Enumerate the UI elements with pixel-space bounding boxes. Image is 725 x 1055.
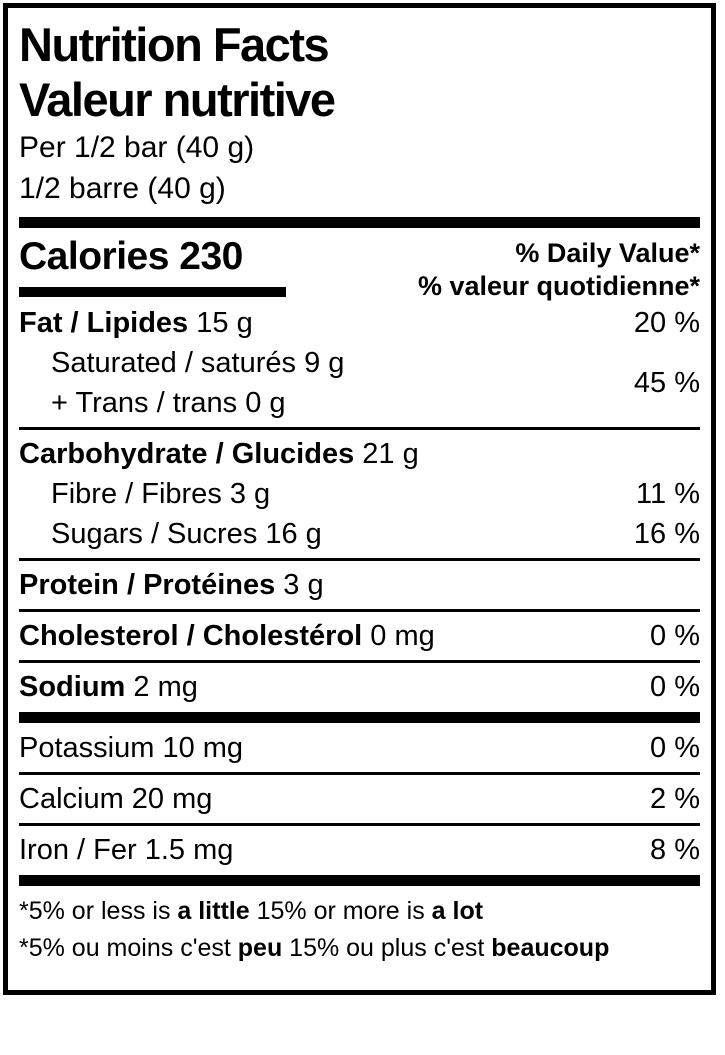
fibre-dv: 11 %	[636, 477, 700, 510]
divider-thick-bottom	[19, 875, 700, 886]
cholesterol-amount: 0 mg	[370, 619, 435, 652]
protein-label: Protein / Protéines	[19, 568, 276, 601]
fibre-label: Fibre / Fibres 3 g	[51, 477, 271, 510]
carbohydrate-name	[19, 438, 419, 471]
divider-thin-2	[19, 558, 700, 561]
title-en: Nutrition Facts	[19, 18, 329, 71]
footnote-fr-part1: *5% ou moins c'est	[19, 934, 238, 962]
saturated-trans-dv: 45 %	[633, 366, 700, 399]
title-fr: Valeur nutritive	[19, 73, 335, 126]
calories-label: Calories	[19, 235, 169, 278]
calories-title	[19, 235, 286, 279]
serving-size-en: Per 1/2 bar (40 g)	[19, 131, 255, 164]
carbohydrate-amount: 21 g	[362, 437, 419, 470]
iron-dv: 8 %	[650, 833, 700, 866]
divider-thin-1	[19, 427, 700, 430]
daily-value-header	[418, 235, 700, 303]
divider-thick-top	[19, 217, 700, 228]
sodium-amount: 2 mg	[133, 670, 198, 703]
fat-name	[19, 307, 253, 340]
nutrient-row-saturated-trans	[19, 343, 700, 423]
sugars-label: Sugars / Sucres 16 g	[51, 517, 322, 550]
calories-value: 230	[179, 235, 243, 278]
trans-label: + Trans / trans 0 g	[51, 386, 286, 419]
footnote-en-part1: *5% or less is	[19, 897, 178, 925]
divider-thin-4	[19, 660, 700, 663]
nutrient-row-iron	[19, 830, 700, 870]
calories-section	[19, 235, 700, 303]
divider-thin-3	[19, 609, 700, 612]
footnote-fr-part2: 15% ou plus c'est	[282, 934, 492, 962]
calcium-dv: 2 %	[650, 782, 700, 815]
saturated-trans-lines	[19, 343, 344, 423]
divider-thin-5	[19, 772, 700, 775]
potassium-dv: 0 %	[650, 731, 700, 764]
footnote-fr-bold2: beaucoup	[491, 934, 610, 962]
footnote-en-bold1: a little	[177, 897, 250, 925]
footnote-en-part2: 15% or more is	[249, 897, 432, 925]
daily-value-header-en: % Daily Value*	[515, 238, 700, 268]
daily-value-header-fr: % valeur quotidienne*	[417, 271, 700, 301]
iron-label: Iron / Fer 1.5 mg	[19, 833, 234, 866]
nutrition-facts-label	[3, 3, 716, 995]
protein-name	[19, 569, 324, 602]
potassium-label: Potassium 10 mg	[19, 731, 244, 764]
calories-underline-bar	[19, 287, 286, 297]
calories-block	[19, 235, 286, 297]
nutrient-row-sodium	[19, 667, 700, 707]
nutrient-row-fat	[19, 303, 700, 343]
sodium-label: Sodium	[19, 670, 126, 703]
fat-amount: 15 g	[196, 306, 253, 339]
nutrient-row-calcium	[19, 779, 700, 819]
calcium-label: Calcium 20 mg	[19, 782, 213, 815]
nutrient-row-potassium	[19, 728, 700, 768]
cholesterol-dv: 0 %	[650, 619, 700, 652]
cholesterol-name	[19, 620, 435, 653]
footnote-fr	[19, 930, 700, 967]
serving-size-fr: 1/2 barre (40 g)	[19, 172, 226, 205]
sodium-dv: 0 %	[650, 670, 700, 703]
nutrient-row-protein	[19, 565, 700, 605]
divider-thin-6	[19, 823, 700, 826]
carbohydrate-label: Carbohydrate / Glucides	[19, 437, 355, 470]
sugars-dv: 16 %	[633, 517, 700, 550]
divider-thick-middle	[19, 712, 700, 723]
footnote-en	[19, 893, 700, 930]
fat-dv: 20 %	[633, 306, 700, 339]
nutrient-row-cholesterol	[19, 616, 700, 656]
footnote-fr-bold1: peu	[237, 934, 283, 962]
nutrient-row-fibre	[19, 474, 700, 514]
saturated-label: Saturated / saturés 9 g	[51, 346, 345, 379]
nutrient-row-sugars	[19, 514, 700, 554]
fat-label: Fat / Lipides	[19, 306, 189, 339]
nutrient-row-carbohydrate	[19, 434, 700, 474]
sodium-name	[19, 671, 198, 704]
cholesterol-label: Cholesterol / Cholestérol	[19, 619, 363, 652]
protein-amount: 3 g	[283, 568, 324, 601]
footnote-en-bold2: a lot	[431, 897, 484, 925]
